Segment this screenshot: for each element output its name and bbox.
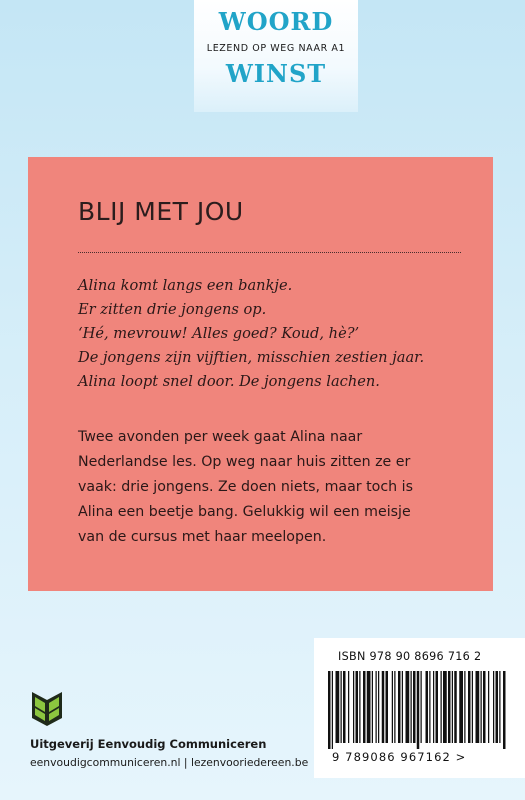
blurb-line: Alina een beetje bang. Gelukkig wil een meisje	[78, 504, 411, 520]
blurb-line: vaak: drie jongens. Ze doen niets, maar toch is	[78, 479, 413, 495]
publisher-links: eenvoudigcommuniceren.nl | lezenvooriedereen.be	[30, 756, 309, 769]
summary-panel	[28, 157, 493, 591]
excerpt-line: ‘Hé, mevrouw! Alles goed? Koud, hè?’	[78, 325, 360, 342]
excerpt-line: Er zitten drie jongens op.	[78, 301, 267, 318]
barcode-icon	[328, 671, 508, 749]
excerpt-line: Alina komt langs een bankje.	[78, 277, 293, 294]
publisher-name: Uitgeverij Eenvoudig Communiceren	[30, 737, 267, 751]
excerpt-line: Alina loopt snel door. De jongens lachen.	[78, 373, 380, 390]
series-subtitle: LEZEND OP WEG NAAR A1	[206, 43, 346, 54]
blurb-line: van de cursus met haar meelopen.	[78, 529, 327, 545]
series-word-bottom: WINST	[225, 59, 327, 88]
blurb-line: Nederlandse les. Op weg naar huis zitten ze er	[78, 454, 411, 470]
barcode-box	[314, 638, 525, 778]
excerpt-line: De jongens zijn vijftien, misschien zestien jaar.	[78, 349, 425, 366]
book-title: BLIJ MET JOU	[78, 197, 244, 226]
blurb-line: Twee avonden per week gaat Alina naar	[78, 429, 363, 445]
series-logo	[194, 0, 358, 112]
blurb	[78, 425, 478, 550]
dotted-divider	[78, 252, 461, 253]
excerpt	[78, 274, 478, 394]
book-logo-icon	[30, 688, 64, 728]
isbn-label: ISBN 978 90 8696 716 2	[338, 650, 482, 663]
series-word-top: WOORD	[218, 7, 334, 36]
ean-digits: 9 789086 967162 >	[332, 750, 467, 764]
